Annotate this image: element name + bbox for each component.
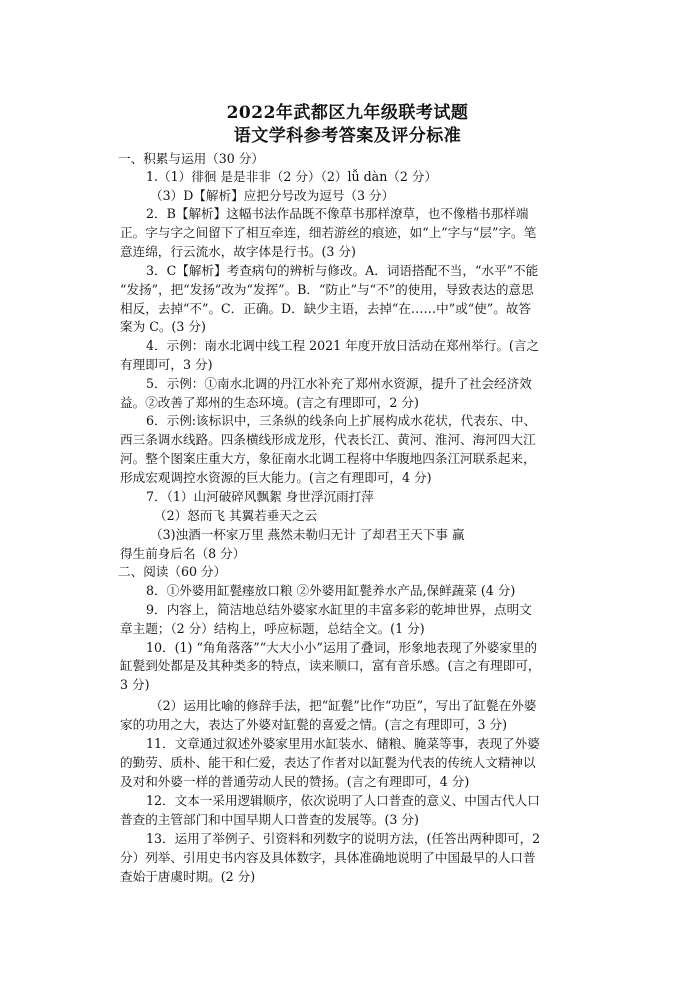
- answer-line: 6．示例:该标识中，三条纵的线条向上扩展构成水花状，代表东、中、: [146, 413, 537, 428]
- answer-line: 河。整个图案庄重大方，象征南水北调工程将中华腹地四条江河联系起来，: [120, 451, 536, 466]
- document-title-line1: 2022年武都区九年级联考试题: [226, 103, 469, 123]
- answer-line: 普查的主管部门和中国早期人口普查的发展等。(3 分): [120, 812, 419, 827]
- answer-line: 正。字与字之间留下了相互牵连，细若游丝的痕迹，如“上”字与“层”字。笔: [120, 225, 537, 240]
- answer-line: （2）运用比喻的修辞手法，把“缸甏”比作“功臣”，写出了缸甏在外婆: [150, 698, 537, 713]
- answer-line: （3）D【解析】应把分号改为逗号（3 分）: [150, 188, 395, 203]
- answer-line: 形成宏观调控水资源的巨大能力。(言之有理即可，4 分): [120, 470, 432, 485]
- answer-line: 1.（1）徘徊 是是非非（2 分）（2）lǚ dàn（2 分）: [146, 169, 438, 184]
- answer-line: 9．内容上，简洁地总结外婆家水缸里的丰富多彩的乾坤世界，点明文: [146, 602, 532, 617]
- answer-line: 5．示例：①南水北调的丹江水补充了郑州水资源，提升了社会经济效: [146, 376, 532, 391]
- answer-line: 相反，去掉“不”。C．正确。D．缺少主语，去掉“在……中”或“使”。故答: [120, 301, 531, 316]
- answer-line: 13．运用了举例子、引资料和列数字的说明方法，(任答出两种即可，2: [146, 831, 541, 846]
- answer-line: 家的功用之大，表达了外婆对缸甏的喜爱之情。(言之有理即可，3 分): [120, 717, 508, 732]
- answer-line: 案为 C。(3 分): [120, 319, 206, 334]
- answer-line: 西三条调水线路。四条横线形成龙形，代表长江、黄河、淮河、海河四大江: [120, 432, 536, 447]
- answer-line: 益。②改善了郑州的生态环境。(言之有理即可，2 分): [120, 395, 419, 410]
- answer-line: 得生前身后名（8 分）: [120, 546, 246, 561]
- answer-line: 3 分): [120, 677, 150, 692]
- answer-line: 章主题；（2 分）结构上，呼应标题，总结全文。(1 分): [120, 621, 425, 636]
- answer-line: 11．文章通过叙述外婆家里用水缸装水、储粮、腌菜等事，表现了外婆: [146, 736, 540, 751]
- answer-line: （2）怒而飞 其翼若垂天之云: [154, 508, 318, 523]
- answer-line: 意连绵，行云流水，故字体是行书。(3 分): [120, 244, 356, 259]
- answer-line: 的勤劳、质朴、能干和仁爱，表达了作者对以缸甏为代表的传统人文精神以: [120, 755, 536, 770]
- answer-line: 缸甏到处都是及其种类多的特点，读来顺口，富有音乐感。(言之有理即可，: [120, 658, 541, 673]
- answer-line: 10．(1) “角角落落”“大大小小”运用了叠词，形象地表现了外婆家里的: [146, 640, 538, 655]
- answer-line: 有理即可，3 分): [120, 357, 213, 372]
- answer-line: 12．文本一采用逻辑顺序，依次说明了人口普查的意义、中国古代人口: [146, 793, 540, 808]
- answer-line: 查始于唐虞时期。(2 分): [120, 869, 256, 884]
- answer-line: 分）列举、引用史书内容及具体数字，具体准确地说明了中国最早的人口普: [120, 850, 536, 865]
- answer-line: “发扬”，把“发扬”改为“发挥”。B．“防止”与“不”的使用，导致表达的意思: [120, 282, 534, 297]
- answer-line: 及对和外婆一样的普通劳动人民的赞扬。(言之有理即可，4 分): [120, 774, 470, 789]
- section-heading-one: 一、积累与运用（30 分）: [118, 151, 264, 166]
- answer-line: 3．C【解析】考查病句的辨析与修改。A．词语搭配不当，“水平”不能: [146, 263, 539, 278]
- answer-line: 4．示例：南水北调中线工程 2021 年度开放日活动在郑州举行。(言之: [146, 338, 540, 353]
- answer-line: 2．B【解析】这幅书法作品既不像草书那样潦草，也不像楷书那样端: [146, 206, 529, 221]
- answer-line: 7．（1）山河破碎风飘絮 身世浮沉雨打萍: [146, 489, 374, 504]
- answer-line: （3)浊酒一杯家万里 燕然未勒归无计 了却君王天下事 赢: [150, 527, 465, 542]
- document-title-line2: 语文学科参考答案及评分标准: [233, 126, 462, 146]
- section-heading-two: 二、阅读（60 分）: [118, 564, 227, 579]
- answer-line: 8．①外婆用缸甏瘗放口粮 ②外婆用缸甏养水产品,保鲜蔬菜 (4 分): [146, 583, 516, 598]
